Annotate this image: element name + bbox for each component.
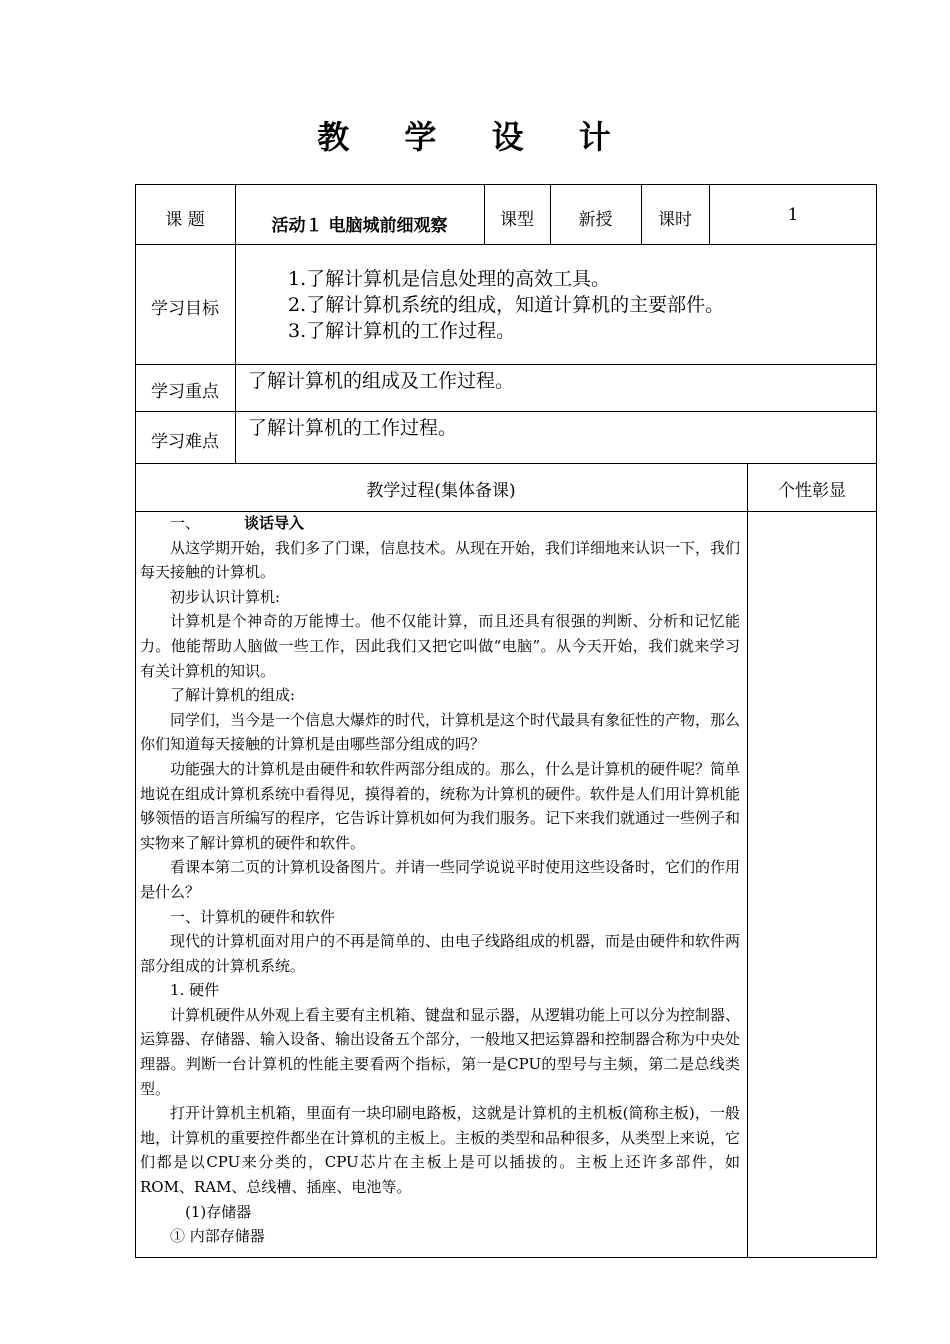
row-divider (135, 364, 877, 365)
paragraph: 计算机是个神奇的万能博士。他不仅能计算，而且还具有很强的判断、分析和记忆能力。他能帮助人脑做一些工作，因此我们又把它叫做“电脑”。从今天开始，我们就来学习有关计算机的知识。 (140, 612, 740, 680)
paragraph: 打开计算机主机箱，里面有一块印刷电路板，这就是计算机的主机板(简称主板)，一般地，计算机的重要控件都坐在计算机的主板上。主板的类型和品种很多，从类型上来说，它们都是以CPU来分类的，CPU芯片在主板上是可以插拔的。主板上还许多部件，如ROM、RAM、总线槽、插座、电池等。 (140, 1104, 741, 1197)
topic-label: 课 题 (165, 210, 205, 230)
row-divider (135, 244, 877, 245)
hours-value: 1 (787, 205, 799, 225)
type-label: 课型 (500, 210, 534, 230)
section-number: 一、 (170, 514, 201, 532)
key-point-value: 了解计算机的组成及工作过程。 (248, 370, 515, 392)
paragraph: 1. 硬件 (170, 981, 220, 1000)
col-divider (747, 463, 748, 1258)
hours-label: 课时 (658, 210, 692, 230)
goals-label: 学习目标 (151, 299, 219, 319)
row-divider (135, 411, 877, 412)
section-title: 谈话导入 (244, 514, 305, 532)
key-point-label: 学习重点 (151, 382, 219, 402)
row-divider (135, 463, 877, 464)
goal-item: 2.了解计算机系统的组成，知道计算机的主要部件。 (288, 294, 725, 316)
paragraph: 看课本第二页的计算机设备图片。并请一些同学说说平时使用这些设备时，它们的作用是什么？ (140, 858, 741, 901)
topic-value: 活动１ 电脑城前细观察 (271, 216, 448, 236)
goal-item: 1.了解计算机是信息处理的高效工具。 (288, 268, 611, 290)
paragraph: 了解计算机的组成: (170, 686, 296, 705)
paragraph: 同学们，当今是一个信息大爆炸的时代，计算机是这个时代最具有象征性的产物，那么你们知道每天接触的计算机是由哪些部分组成的吗？ (140, 710, 741, 754)
difficulty-value: 了解计算机的工作过程。 (248, 417, 458, 439)
paragraph: 从这学期开始，我们多了门课，信息技术。从现在开始，我们详细地来认识一下，我们每天接触的计算机。 (140, 538, 741, 582)
type-value: 新授 (578, 210, 613, 230)
paragraph: 计算机硬件从外观上看主要有主机箱、键盘和显示器，从逻辑功能上可以分为控制器、运算器、存储器、输入设备、输出设备五个部分，一般地又把运算器和控制器合称为中央处理器。判断一台计算机的性能主要看两个指标，第一是CPU的型号与主频，第二是总线类型。 (140, 1005, 741, 1098)
document-title: 教 学 设 计 (317, 118, 633, 156)
section-heading (140, 511, 740, 536)
paragraph: (1)存储器 (185, 1202, 252, 1221)
goal-item: 3.了解计算机的工作过程。 (288, 320, 516, 342)
paragraph: ① 内部存储器 (170, 1227, 265, 1246)
process-body (140, 511, 740, 1249)
paragraph: 初步认识计算机: (170, 587, 281, 606)
process-header: 教学过程(集体备课) (366, 481, 516, 501)
paragraph: 一、计算机的硬件和软件 (170, 907, 336, 926)
difficulty-label: 学习难点 (151, 432, 219, 452)
personal-header: 个性彰显 (778, 481, 846, 501)
paragraph: 现代的计算机面对用户的不再是简单的、由电子线路组成的机器，而是由硬件和软件两部分组成的计算机系统。 (140, 932, 741, 975)
paragraph: 功能强大的计算机是由硬件和软件两部分组成的。那么，什么是计算机的硬件呢？简单地说在组成计算机系统中看得见，摸得着的，统称为计算机的硬件。软件是人们用计算机能够领悟的语言所编写的程序，它告诉计算机如何为我们服务。记下来我们就通过一些例子和实物来了解计算机的硬件和软件。 (140, 759, 741, 852)
